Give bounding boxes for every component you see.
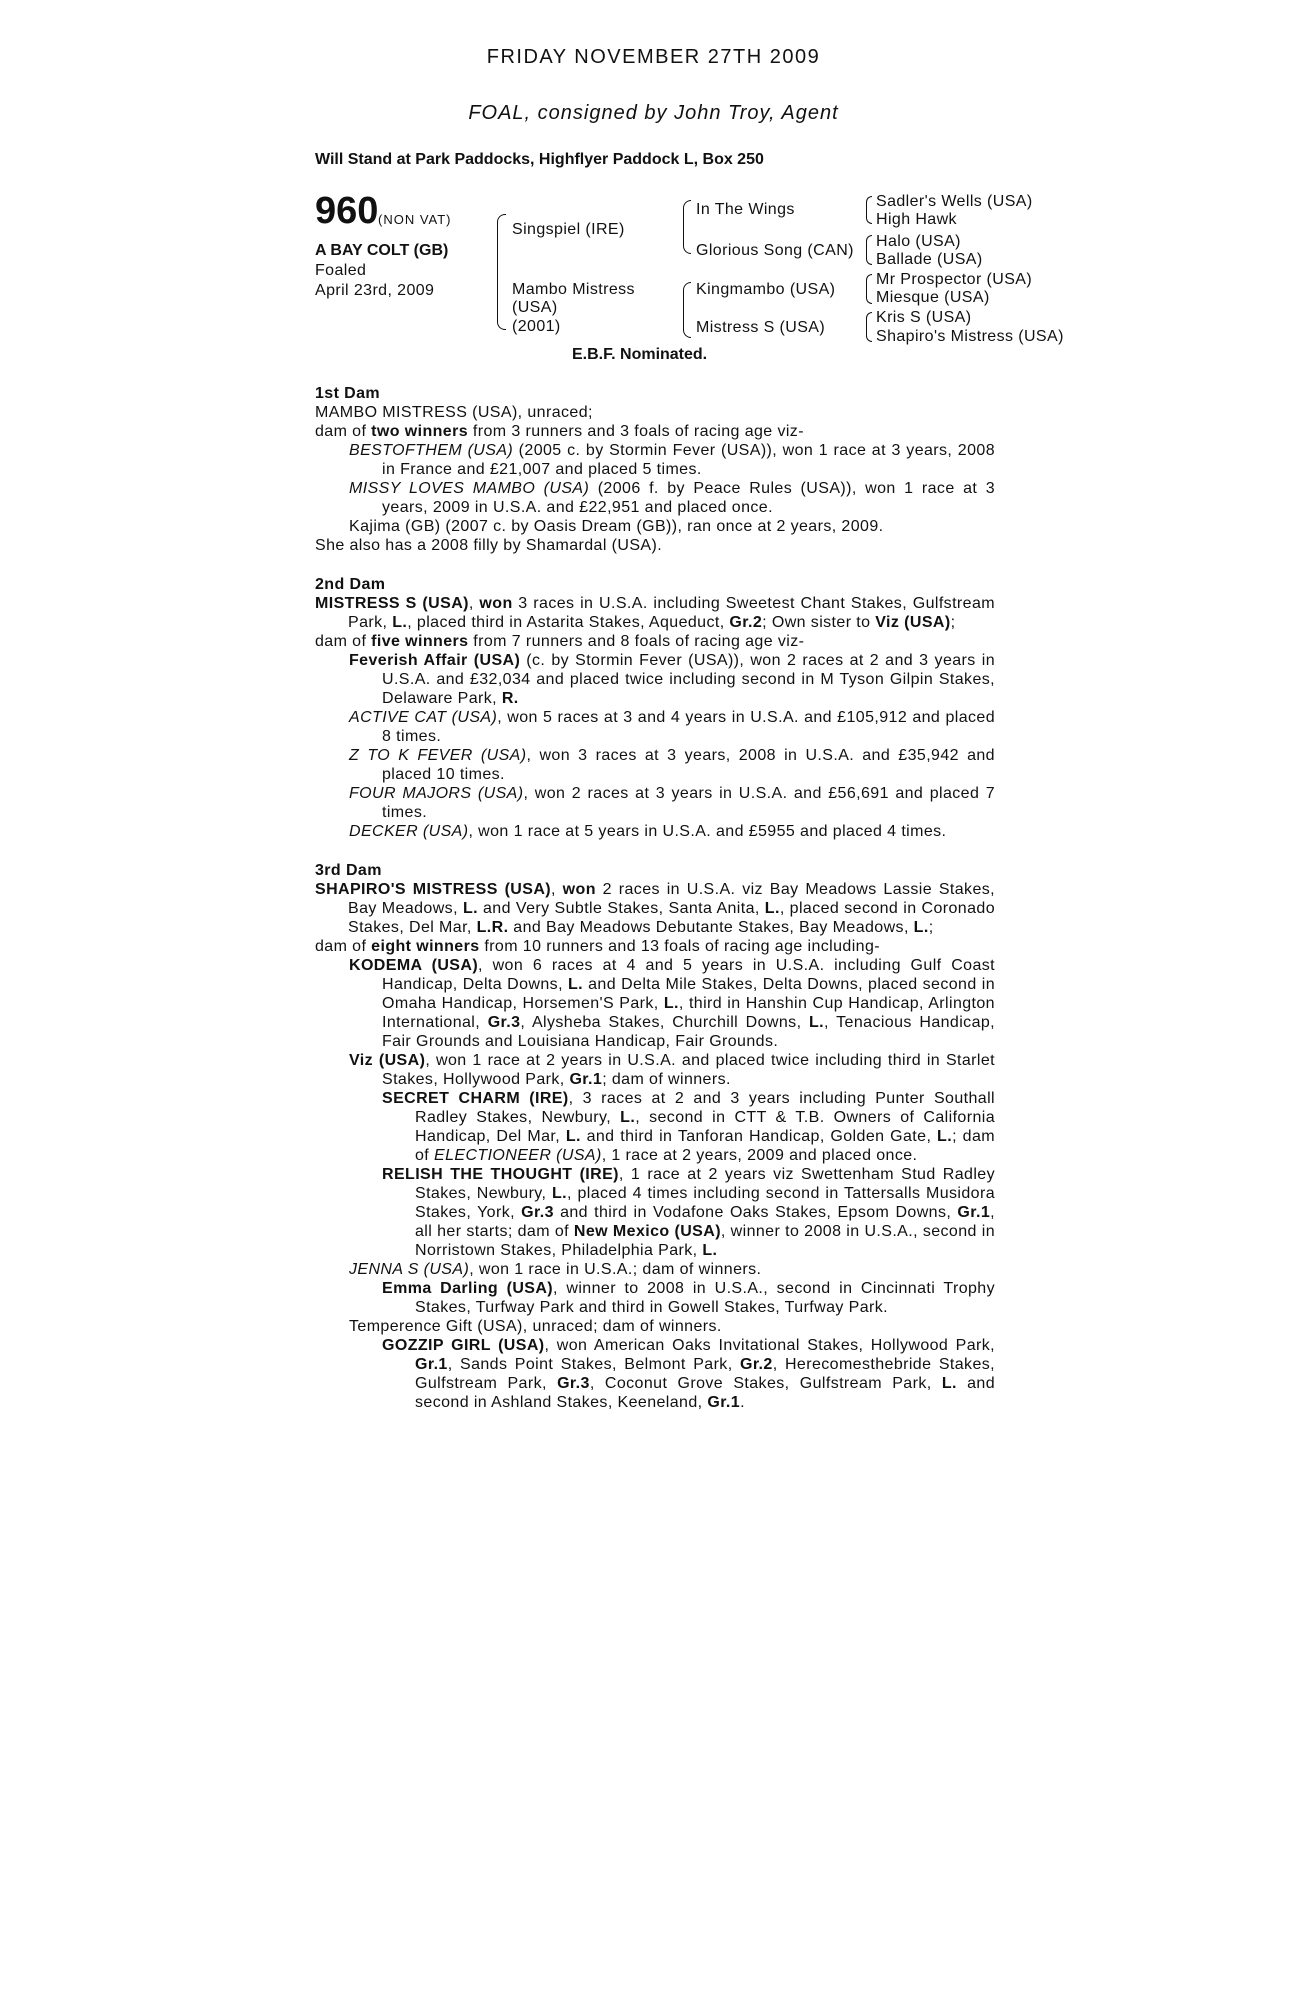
pedigree-g2: High Hawk (876, 211, 957, 228)
pedigree-g1: Sadler's Wells (USA) (876, 193, 1033, 210)
third-dam-produce-1: KODEMA (USA), won 6 races at 4 and 5 years in U.S.A. including Gulf Coast Handicap, Delta Downs, L. and Delta Mile Stakes, Delta Downs, placed second in Omaha Handicap, Horsemen'S Park, L., third in Hanshin Cup Handicap, Arlington International, Gr.3, Alysheba Stakes, Churchill Downs, L., Tenacious Handicap, Fair Grounds and Louisiana Handicap, Fair Grounds. (349, 957, 996, 1050)
second-dam-produce-2: ACTIVE CAT (USA), won 5 races at 3 and 4 years in U.S.A. and £105,912 and placed 8 times. (349, 709, 996, 745)
pedigree-g4: Ballade (USA) (876, 251, 983, 268)
foaled-label: Foaled (315, 262, 367, 279)
second-dam-heading: 2nd Dam (315, 576, 386, 593)
second-dam-name: MISTRESS S (USA), won 3 races in U.S.A. including Sweetest Chant Stakes, Gulfstream Park, L., placed third in Astarita Stakes, Aqueduct, Gr.2; Own sister to Viz (USA); (315, 595, 995, 631)
pedigree-dam-line1: Mambo Mistress (512, 281, 635, 298)
pedigree-sire-sire: In The Wings (696, 201, 795, 218)
pedigree-brace-sire (683, 200, 691, 254)
third-dam-grandproduce-2: RELISH THE THOUGHT (IRE), 1 race at 2 years viz Swettenham Stud Radley Stakes, Newbury, L., placed 4 times including second in Tattersalls Musidora Stakes, York, Gr.3 and third in Vodafone Oaks Stakes, Epsom Downs, Gr.1, all her starts; dam of New Mexico (USA), winner to 2008 in U.S.A., second in Norristown Stakes, Philadelphia Park, L. (382, 1166, 995, 1259)
third-dam-grandproduce-1: SECRET CHARM (IRE), 3 races at 2 and 3 years including Punter Southall Radley Stakes, Newbury, L., second in CTT & T.B. Owners of California Handicap, Del Mar, L. and third in Tanforan Handicap, Golden Gate, L.; dam of ELECTIONEER (USA), 1 race at 2 years, 2009 and placed once. (382, 1090, 995, 1164)
pedigree-dam-line3: (2001) (512, 318, 561, 335)
third-dam-produce-4: Temperence Gift (USA), unraced; dam of winners. (349, 1318, 722, 1335)
first-dam-produce-3: Kajima (GB) (2007 c. by Oasis Dream (GB)), ran once at 2 years, 2009. (349, 518, 884, 535)
pedigree-brace-g1 (866, 196, 872, 224)
pedigree-brace-g2 (866, 235, 872, 265)
pedigree-dam-line2: (USA) (512, 299, 558, 316)
pedigree-g7: Kris S (USA) (876, 309, 972, 326)
pedigree-dam-dam: Mistress S (USA) (696, 319, 826, 336)
horse-name: A BAY COLT (GB) (315, 242, 449, 259)
first-dam-name: MAMBO MISTRESS (USA), unraced; (315, 404, 593, 421)
consignment-line: FOAL, consigned by John Troy, Agent (468, 102, 839, 124)
sale-date: FRIDAY NOVEMBER 27TH 2009 (486, 46, 821, 68)
first-dam-heading: 1st Dam (315, 385, 381, 402)
third-dam-produce-3: JENNA S (USA), won 1 race in U.S.A.; dam of winners. (349, 1261, 762, 1278)
pedigree-brace-main (497, 214, 506, 330)
pedigree-g3: Halo (USA) (876, 233, 961, 250)
catalogue-body (315, 384, 995, 1412)
pedigree-brace-g3 (866, 274, 872, 304)
foaled-date: April 23rd, 2009 (315, 282, 435, 299)
second-dam-produce-5: DECKER (USA), won 1 race at 5 years in U.S.A. and £5955 and placed 4 times. (349, 823, 947, 840)
third-dam-name: SHAPIRO'S MISTRESS (USA), won 2 races in U.S.A. viz Bay Meadows Lassie Stakes, Bay Meadows, L. and Very Subtle Stakes, Santa Anita, L., placed second in Coronado Stakes, Del Mar, L.R. and Bay Meadows Debutante Stakes, Bay Meadows, L.; (315, 881, 996, 936)
second-dam-produce-1: Feverish Affair (USA) (c. by Stormin Fever (USA)), won 2 races at 2 and 3 years in U.S.A. and £32,034 and placed twice including second in M Tyson Gilpin Stakes, Delaware Park, R. (349, 652, 996, 707)
first-dam-produce-2: MISSY LOVES MAMBO (USA) (2006 f. by Peace Rules (USA)), won 1 race at 3 years, 2009 in U.S.A. and £22,951 and placed once. (349, 480, 995, 516)
vat-status: (NON VAT) (378, 212, 452, 227)
third-dam-heading: 3rd Dam (315, 862, 382, 879)
second-dam-record: dam of five winners from 7 runners and 8 foals of racing age viz- (315, 633, 805, 650)
ebf-nominated: E.B.F. Nominated. (572, 346, 708, 363)
lot-number: 960 (315, 190, 379, 232)
third-dam-grandproduce-3: Emma Darling (USA), winner to 2008 in U.S.A., second in Cincinnati Trophy Stakes, Turfway Park and third in Gowell Stakes, Turfway Park. (382, 1280, 996, 1316)
second-dam-produce-4: FOUR MAJORS (USA), won 2 races at 3 years in U.S.A. and £56,691 and placed 7 times. (349, 785, 995, 821)
pedigree-sire: Singspiel (IRE) (512, 221, 625, 238)
first-dam-record: dam of two winners from 3 runners and 3 foals of racing age viz- (315, 423, 804, 440)
pedigree-g8: Shapiro's Mistress (USA) (876, 328, 1064, 345)
second-dam-produce-3: Z TO K FEVER (USA), won 3 races at 3 years, 2008 in U.S.A. and £35,942 and placed 10 times. (349, 747, 995, 783)
pedigree-g6: Miesque (USA) (876, 289, 990, 306)
pedigree-brace-dam (683, 282, 691, 338)
pedigree-g5: Mr Prospector (USA) (876, 271, 1033, 288)
third-dam-grandproduce-4: GOZZIP GIRL (USA), won American Oaks Invitational Stakes, Hollywood Park, Gr.1, Sands Point Stakes, Belmont Park, Gr.2, Herecomesthebride Stakes, Gulfstream Park, Gr.3, Coconut Grove Stakes, Gulfstream Park, L. and second in Ashland Stakes, Keeneland, Gr.1. (382, 1337, 995, 1411)
stand-location: Will Stand at Park Paddocks, Highflyer Paddock L, Box 250 (315, 151, 764, 168)
third-dam-record: dam of eight winners from 10 runners and 13 foals of racing age including- (315, 938, 880, 955)
pedigree-brace-g4 (866, 312, 872, 342)
first-dam-produce-4: She also has a 2008 filly by Shamardal (USA). (315, 537, 663, 554)
third-dam-produce-2: Viz (USA), won 1 race at 2 years in U.S.A. and placed twice including third in Starlet Stakes, Hollywood Park, Gr.1; dam of winners. (349, 1052, 995, 1088)
pedigree-sire-dam: Glorious Song (CAN) (696, 242, 854, 259)
pedigree-dam-sire: Kingmambo (USA) (696, 281, 836, 298)
first-dam-produce-1: BESTOFTHEM (USA) (2005 c. by Stormin Fever (USA)), won 1 race at 3 years, 2008 in France and £21,007 and placed 5 times. (349, 442, 995, 478)
